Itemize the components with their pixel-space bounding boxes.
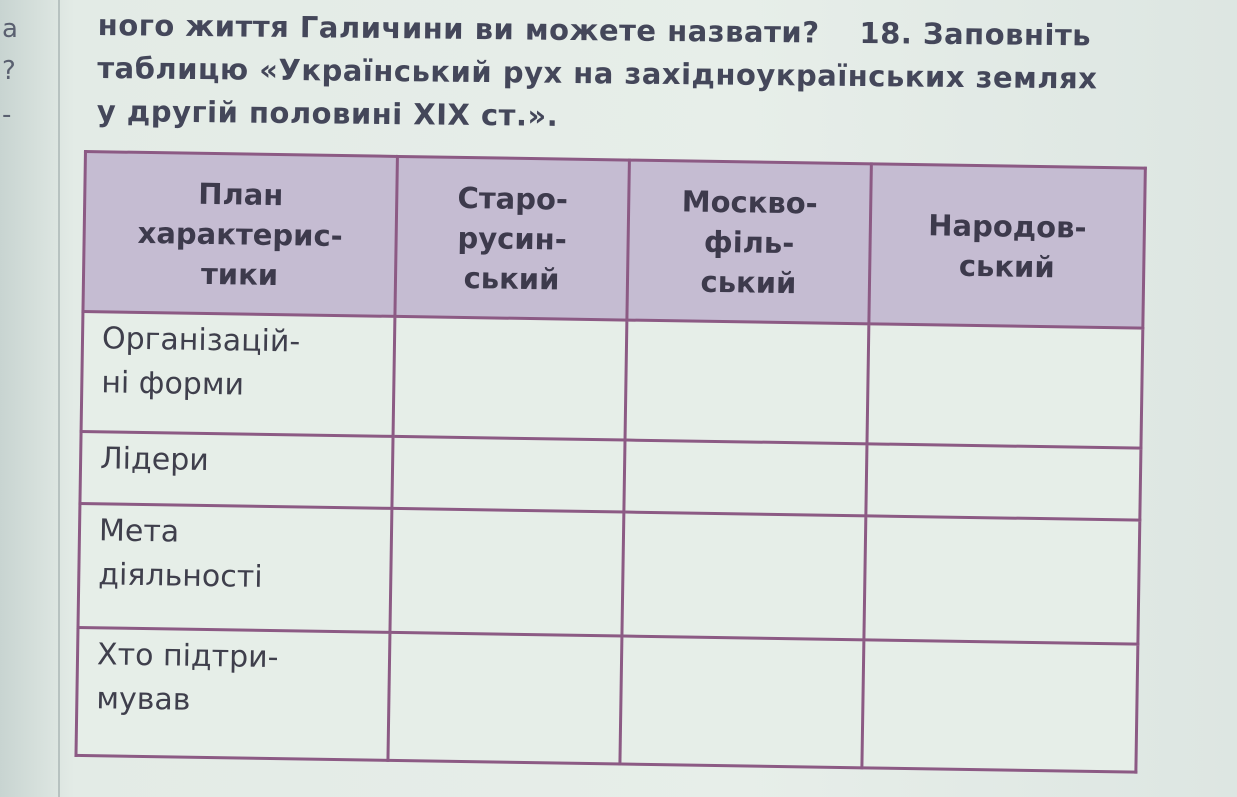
- margin-mark: а: [2, 14, 18, 44]
- table-row: [81, 312, 1143, 449]
- empty-cell[interactable]: [625, 320, 869, 444]
- header-cell: [627, 160, 871, 324]
- task-line-1-text: ного життя Галичини ви можете назвати?: [97, 7, 820, 50]
- empty-cell[interactable]: [390, 508, 624, 636]
- row-label-cell: Мета діяльності: [78, 503, 392, 632]
- empty-cell[interactable]: [867, 324, 1143, 448]
- header-cell: [83, 152, 397, 317]
- characteristics-table: [74, 150, 1146, 774]
- empty-cell[interactable]: [866, 444, 1141, 520]
- header-cell: [395, 156, 629, 320]
- row-label-cell: Хто підтри- мував: [76, 627, 390, 760]
- empty-cell[interactable]: [622, 512, 866, 640]
- header-label: Москво- філь- ський: [681, 183, 819, 300]
- task-line-3: у другій половині XIX ст.».: [96, 93, 559, 133]
- task-line-1-tail: Заповніть: [922, 16, 1092, 53]
- task-text: [97, 4, 1118, 144]
- row-label-cell: Організацій- ні форми: [81, 312, 395, 437]
- margin-mark: ?: [2, 56, 16, 86]
- table-container: [75, 150, 1144, 771]
- row-label-cell: Лідери: [80, 431, 393, 508]
- empty-cell[interactable]: [392, 436, 625, 512]
- empty-cell[interactable]: [620, 636, 864, 768]
- header-label: Старо- русин- ський: [457, 180, 569, 296]
- empty-cell[interactable]: [864, 516, 1140, 644]
- empty-cell[interactable]: [862, 640, 1138, 772]
- margin-rule: [58, 0, 60, 797]
- table-row: [78, 503, 1140, 644]
- header-label: Народов- ський: [928, 207, 1087, 284]
- header-label: План характерис- тики: [137, 176, 343, 292]
- margin-mark: -: [2, 100, 12, 130]
- table-row: [76, 627, 1138, 772]
- header-cell: [869, 164, 1145, 328]
- task-number: 18.: [859, 15, 913, 51]
- empty-cell[interactable]: [624, 440, 867, 516]
- empty-cell[interactable]: [388, 632, 622, 764]
- task-line-2: таблицю «Український рух на західноукраїнських землях: [97, 50, 1098, 96]
- table-header-row: [83, 152, 1145, 329]
- empty-cell[interactable]: [393, 316, 627, 440]
